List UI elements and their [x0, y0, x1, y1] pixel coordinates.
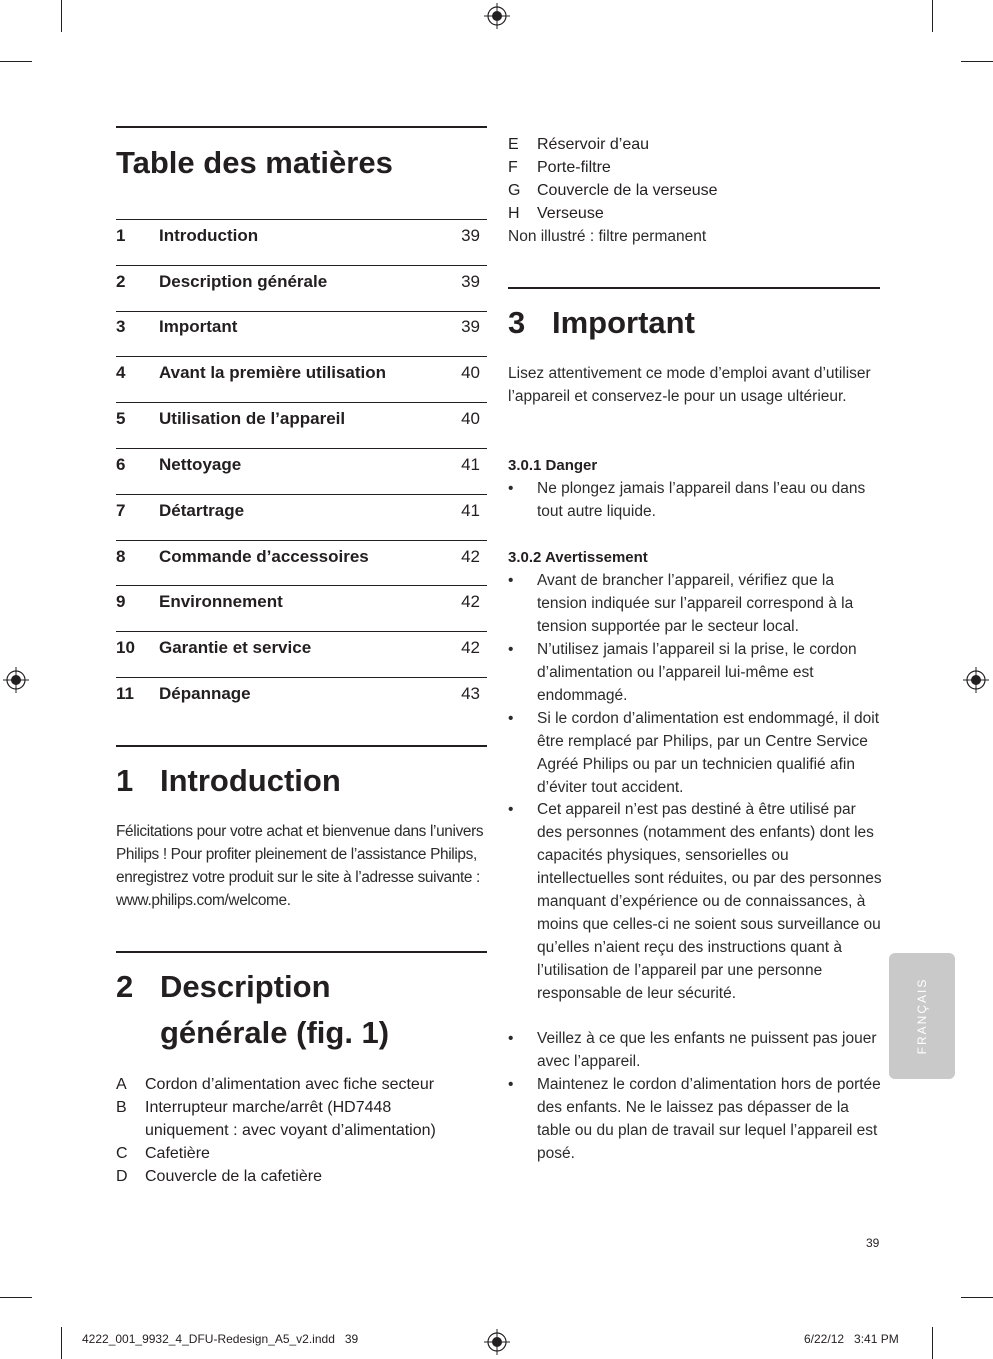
- toc-row-label: Dépannage: [159, 684, 251, 703]
- section-number: 1: [116, 763, 134, 798]
- toc-row-number: 6: [116, 455, 126, 474]
- toc-row-label: Garantie et service: [159, 638, 312, 657]
- toc-row: [116, 317, 482, 341]
- toc-divider: [116, 494, 487, 495]
- registration-mark-icon: [3, 667, 29, 693]
- section-rule: [116, 951, 487, 953]
- component-letter: G: [508, 182, 521, 199]
- bullet-text: Maintenez le cordon d’alimentation hors de portée des enfants. Ne le laissez pas dépasser de la table ou du plan de travail sur lequel l’appareil est posé.: [537, 1076, 881, 1162]
- component-label: Réservoir d’eau: [537, 136, 650, 153]
- section-number: 2: [116, 969, 134, 1004]
- toc-row: [116, 272, 482, 296]
- section-rule: [116, 745, 487, 747]
- toc-divider: [116, 631, 487, 632]
- bullet-text: N’utilisez jamais l’appareil si la prise, le cordon d’alimentation ou l’appareil lui-même est endommagé.: [537, 641, 857, 704]
- toc-row-label: Introduction: [159, 226, 259, 245]
- crop-mark: [961, 1297, 993, 1298]
- component-label: Cafetière: [145, 1145, 210, 1162]
- toc-row: [116, 547, 482, 571]
- introduction-paragraph: Félicitations pour votre achat et bienvenue dans l’univers Philips ! Pour profiter pleinement de l’assistance Philips, enregistrez votre produit sur le site à l’adresse suivante : www.philips.com/welcome.: [116, 823, 484, 909]
- component-label: Interrupteur marche/arrêt (HD7448: [145, 1099, 392, 1116]
- toc-divider: [116, 540, 487, 541]
- component-letter: E: [508, 136, 519, 153]
- toc-row-label: Description générale: [159, 272, 328, 291]
- bullet-icon: •: [508, 1076, 514, 1093]
- toc-divider: [116, 402, 487, 403]
- toc-row: [116, 501, 482, 525]
- bullet-text: Si le cordon d’alimentation est endommagé, il doit être remplacé par Philips, par un Centre Service Agréé Philips ou par un technicien qualifié afin d’éviter tout accident.: [537, 710, 880, 796]
- language-tab-label: FRANÇAIS: [915, 977, 929, 1055]
- danger-subheading: 3.0.1 Danger: [508, 457, 598, 474]
- toc-row-number: 3: [116, 317, 126, 336]
- toc-row-number: 8: [116, 547, 126, 566]
- toc-row-label: Avant la première utilisation: [159, 363, 387, 382]
- toc-divider: [116, 219, 487, 220]
- toc-row-page: 41: [461, 501, 480, 520]
- warning-subheading: 3.0.2 Avertissement: [508, 549, 648, 566]
- toc-row-number: 9: [116, 592, 126, 611]
- toc-row-page: 39: [461, 317, 480, 336]
- component-label: uniquement : avec voyant d’alimentation): [145, 1122, 436, 1139]
- toc-row-label: Important: [159, 317, 238, 336]
- component-letter: F: [508, 159, 518, 176]
- toc-row-number: 7: [116, 501, 126, 520]
- toc-row: [116, 592, 482, 616]
- bullet-text: Cet appareil n’est pas destiné à être utilisé par des personnes (notamment des enfants) dont les capacités physiques, sensorielles ou intellectuelles sont réduites, ou par des personnes manquant d’expérience ou de connaissances, à moins que celles-ci ne soient sous surveillance ou qu’elles n’aient reçu des instructions quant à l’utilisation de l’appareil par une personne responsable de leur sécurité.: [537, 801, 882, 1002]
- section-number: 3: [508, 305, 526, 340]
- component-label: Couvercle de la cafetière: [145, 1168, 322, 1185]
- component-label: Porte-filtre: [537, 159, 611, 176]
- component-label: Verseuse: [537, 205, 604, 222]
- section-title-line2: générale (fig. 1): [160, 1015, 390, 1050]
- toc-row: [116, 363, 482, 387]
- toc-row-number: 10: [116, 638, 135, 657]
- section-rule: [508, 287, 880, 289]
- toc-row: [116, 684, 482, 708]
- crop-mark: [0, 1297, 32, 1298]
- toc-divider: [116, 265, 487, 266]
- crop-mark: [961, 61, 993, 62]
- toc-divider: [116, 585, 487, 586]
- component-letter: C: [116, 1145, 128, 1162]
- bullet-icon: •: [508, 641, 514, 658]
- toc-divider: [116, 311, 487, 312]
- toc-row: [116, 409, 482, 433]
- crop-mark: [932, 1327, 933, 1359]
- slug-filename: 4222_001_9932_4_DFU-Redesign_A5_v2.indd 39: [82, 1332, 359, 1346]
- bullet-text: Veillez à ce que les enfants ne puissent pas jouer avec l’appareil.: [537, 1030, 877, 1070]
- toc-title: Table des matières: [116, 145, 393, 180]
- crop-mark: [932, 0, 933, 32]
- crop-mark: [61, 1327, 62, 1359]
- component-letter: B: [116, 1099, 127, 1116]
- bullet-icon: •: [508, 572, 514, 589]
- section-title: Introduction: [160, 763, 341, 798]
- component-letter: H: [508, 205, 520, 222]
- bullet-icon: •: [508, 801, 514, 818]
- toc-row-label: Nettoyage: [159, 455, 242, 474]
- toc-row-label: Environnement: [159, 592, 283, 611]
- toc-row-page: 41: [461, 455, 480, 474]
- toc-row-number: 1: [116, 226, 126, 245]
- toc-row: [116, 226, 482, 250]
- component-letter: D: [116, 1168, 128, 1185]
- toc-row-number: 2: [116, 272, 126, 291]
- component-label: Cordon d’alimentation avec fiche secteur: [145, 1076, 435, 1093]
- toc-divider: [116, 448, 487, 449]
- toc-row-page: 42: [461, 547, 480, 566]
- toc-row-page: 42: [461, 592, 480, 611]
- toc-row-page: 40: [461, 363, 480, 382]
- important-intro-paragraph: Lisez attentivement ce mode d’emploi avant d’utiliser l’appareil et conservez-le pour un usage ultérieur.: [508, 365, 871, 405]
- toc-row-page: 39: [461, 226, 480, 245]
- page-number: 39: [866, 1236, 880, 1250]
- bullet-icon: •: [508, 710, 514, 727]
- toc-divider: [116, 677, 487, 678]
- toc-row-label: Commande d’accessoires: [159, 547, 369, 566]
- toc-row: [116, 638, 482, 662]
- section-title: Important: [552, 305, 695, 340]
- toc-row: [116, 455, 482, 479]
- toc-row-page: 40: [461, 409, 480, 428]
- bullet-icon: •: [508, 480, 514, 497]
- toc-row-page: 43: [461, 684, 480, 703]
- section-title-line1: Description: [160, 969, 331, 1004]
- registration-mark-icon: [963, 667, 989, 693]
- toc-row-page: 42: [461, 638, 480, 657]
- bullet-icon: •: [508, 1030, 514, 1047]
- toc-row-label: Détartrage: [159, 501, 245, 520]
- bullet-text: Avant de brancher l’appareil, vérifiez que la tension indiquée sur l’appareil correspond à la tension supportée par le secteur local.: [537, 572, 854, 635]
- registration-mark-icon: [484, 1329, 510, 1355]
- slug-date: 6/22/12 3:41 PM: [804, 1332, 899, 1346]
- crop-mark: [0, 61, 32, 62]
- toc-row-number: 5: [116, 409, 126, 428]
- toc-row-number: 11: [116, 684, 134, 703]
- crop-mark: [61, 0, 62, 32]
- component-letter: A: [116, 1076, 127, 1093]
- toc-divider: [116, 356, 487, 357]
- language-tab: [889, 953, 955, 1079]
- toc-row-label: Utilisation de l’appareil: [159, 409, 346, 428]
- registration-mark-icon: [484, 3, 510, 29]
- toc-row-page: 39: [461, 272, 480, 291]
- section-rule: [116, 126, 487, 128]
- not-illustrated-note: Non illustré : filtre permanent: [508, 228, 707, 245]
- toc-row-number: 4: [116, 363, 126, 382]
- component-label: Couvercle de la verseuse: [537, 182, 718, 199]
- bullet-text: Ne plongez jamais l’appareil dans l’eau ou dans tout autre liquide.: [537, 480, 866, 520]
